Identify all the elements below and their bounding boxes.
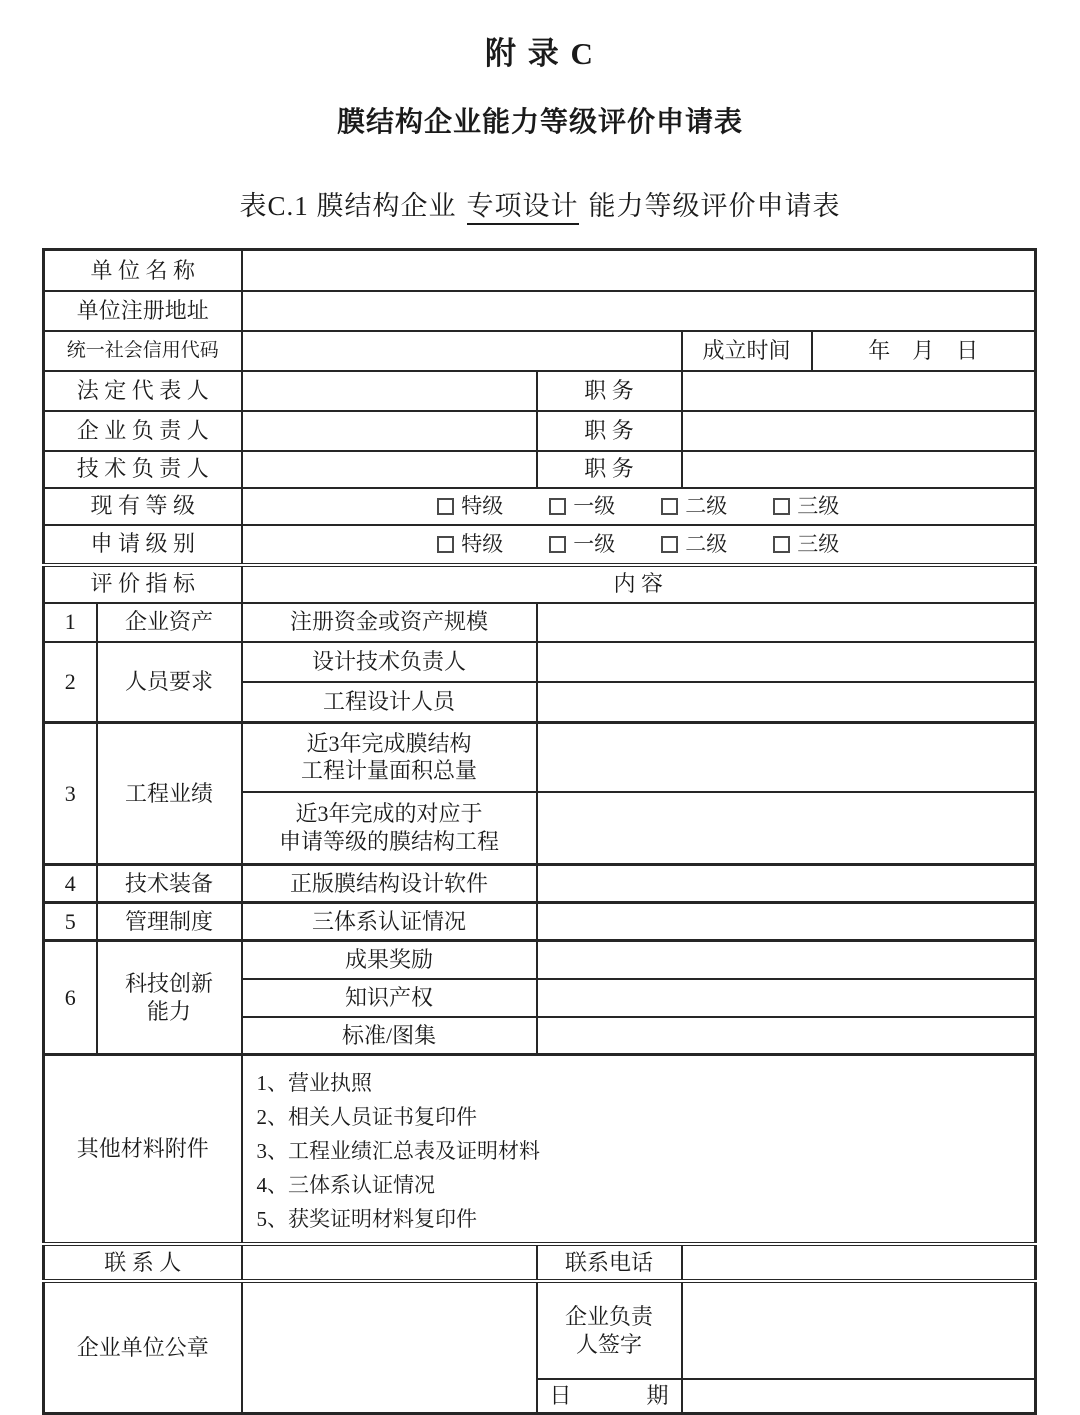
criteria-line: 申请等级的膜结构工程 (279, 828, 500, 854)
indicator-4-no: 4 (44, 865, 97, 903)
application-form-table (42, 248, 1037, 1415)
indicator-2-field-2[interactable] (537, 682, 1036, 723)
company-seal-field[interactable] (242, 1281, 537, 1413)
checkbox-icon[interactable] (661, 536, 678, 553)
attachment-item: 2、相关人员证书复印件 (256, 1105, 478, 1129)
label-line: 企业负责 (565, 1304, 654, 1329)
indicator-1-criteria: 注册资金或资产规模 (242, 603, 537, 642)
row-unit-address (44, 291, 1036, 331)
row-legal-rep (44, 371, 1036, 411)
applied-grade-options (242, 525, 1036, 565)
checkbox-icon[interactable] (773, 498, 790, 515)
indicator-1-field[interactable] (537, 603, 1036, 642)
head-signature-field[interactable] (682, 1281, 1036, 1379)
criteria-line: 工程计量面积总量 (301, 758, 478, 784)
document-header (0, 0, 1080, 223)
form-title: 膜结构企业能力等级评价申请表 (336, 107, 743, 138)
attachments-list (242, 1055, 1036, 1245)
indicator-2-field-1[interactable] (537, 642, 1036, 682)
indicator-4-field[interactable] (537, 865, 1036, 903)
criteria-line: 近3年完成的对应于 (295, 801, 483, 827)
category-text: 科技创新能力 (124, 971, 213, 1024)
checkbox-icon[interactable] (549, 536, 566, 553)
established-time-field[interactable] (812, 331, 1036, 371)
row-indicator-5 (44, 903, 1036, 941)
enterprise-head-position-label: 职 务 (537, 411, 682, 451)
indicator-1-no: 1 (44, 603, 97, 642)
credit-code-label: 统一社会信用代码 (44, 331, 242, 371)
checkbox-icon[interactable] (773, 536, 790, 553)
appendix-title: 附 录 C (485, 36, 595, 71)
contact-field[interactable] (242, 1244, 537, 1281)
indicator-2-category: 人员要求 (97, 642, 242, 723)
option-label: 一级 (573, 493, 616, 518)
checkbox-icon[interactable] (549, 498, 566, 515)
established-time-label: 成立时间 (682, 331, 812, 371)
indicator-1-category: 企业资产 (97, 603, 242, 642)
indicator-2-criteria-1: 设计技术负责人 (242, 642, 537, 682)
row-credit-code (44, 331, 1036, 371)
row-eval-header (44, 565, 1036, 603)
indicator-6-category (97, 941, 242, 1055)
applied-grade-option-1[interactable] (549, 531, 615, 557)
indicator-6-criteria-3: 标准/图集 (242, 1017, 537, 1055)
applied-grade-option-3[interactable] (773, 531, 839, 557)
caption-prefix: 表C.1 膜结构企业 (239, 191, 457, 221)
table-caption (0, 184, 1080, 223)
option-label: 二级 (685, 493, 728, 518)
indicator-2-criteria-2: 工程设计人员 (242, 682, 537, 723)
eval-indicator-header: 评 价 指 标 (44, 565, 242, 603)
indicator-6-field-2[interactable] (537, 979, 1036, 1017)
indicator-5-field[interactable] (537, 903, 1036, 941)
indicator-5-no: 5 (44, 903, 97, 941)
option-label: 特级 (461, 531, 504, 556)
date-field[interactable] (682, 1379, 1036, 1413)
row-indicator-6a (44, 941, 1036, 979)
attachment-item: 4、三体系认证情况 (256, 1173, 436, 1197)
checkbox-icon[interactable] (661, 498, 678, 515)
current-grade-options (242, 488, 1036, 525)
row-indicator-1 (44, 603, 1036, 642)
option-label: 三级 (797, 493, 840, 518)
contact-phone-field[interactable] (682, 1244, 1036, 1281)
company-seal-label: 企业单位公章 (44, 1281, 242, 1413)
attachments-label: 其他材料附件 (44, 1055, 242, 1245)
indicator-3-field-2[interactable] (537, 792, 1036, 865)
label-line: 日 (549, 1383, 572, 1408)
legal-rep-label: 法 定 代 表 人 (44, 371, 242, 411)
unit-address-field[interactable] (242, 291, 1036, 331)
indicator-5-category: 管理制度 (97, 903, 242, 941)
indicator-3-category: 工程业绩 (97, 723, 242, 865)
current-grade-option-special[interactable] (437, 493, 503, 519)
credit-code-field[interactable] (242, 331, 682, 371)
row-enterprise-head (44, 411, 1036, 451)
caption-suffix: 能力等级评价申请表 (588, 191, 841, 221)
row-unit-name (44, 250, 1036, 291)
indicator-6-field-1[interactable] (537, 941, 1036, 979)
option-label: 三级 (797, 531, 840, 556)
checkbox-icon[interactable] (437, 498, 454, 515)
indicator-6-no: 6 (44, 941, 97, 1055)
legal-rep-position-label: 职 务 (537, 371, 682, 411)
row-indicator-4 (44, 865, 1036, 903)
applied-grade-option-2[interactable] (661, 531, 727, 557)
legal-rep-field[interactable] (242, 371, 537, 411)
attachment-item: 3、工程业绩汇总表及证明材料 (256, 1139, 541, 1163)
indicator-4-category: 技术装备 (97, 865, 242, 903)
tech-head-position-label: 职 务 (537, 451, 682, 488)
indicator-6-criteria-2: 知识产权 (242, 979, 537, 1017)
current-grade-option-3[interactable] (773, 493, 839, 519)
row-indicator-3a (44, 723, 1036, 792)
indicator-3-no: 3 (44, 723, 97, 865)
current-grade-option-2[interactable] (661, 493, 727, 519)
tech-head-label: 技 术 负 责 人 (44, 451, 242, 488)
row-tech-head (44, 451, 1036, 488)
row-contact (44, 1244, 1036, 1281)
row-indicator-2a (44, 642, 1036, 682)
checkbox-icon[interactable] (437, 536, 454, 553)
indicator-3-criteria-2 (242, 792, 537, 865)
criteria-line: 近3年完成膜结构 (306, 730, 472, 756)
enterprise-head-field[interactable] (242, 411, 537, 451)
contact-label: 联 系 人 (44, 1244, 242, 1281)
attachment-item: 5、获奖证明材料复印件 (256, 1207, 478, 1231)
contact-phone-label: 联系电话 (537, 1244, 682, 1281)
date-label (537, 1379, 682, 1413)
row-applied-grade (44, 525, 1036, 565)
label-line: 期 (646, 1383, 669, 1408)
date-ymd-hint: 年 月 日 (868, 337, 979, 363)
unit-address-label: 单位注册地址 (44, 291, 242, 331)
option-label: 一级 (573, 531, 616, 556)
label-line: 人签字 (576, 1331, 643, 1357)
indicator-4-criteria: 正版膜结构设计软件 (242, 865, 537, 903)
unit-name-field[interactable] (242, 250, 1036, 291)
row-seal-signature (44, 1281, 1036, 1379)
unit-name-label: 单 位 名 称 (44, 250, 242, 291)
applied-grade-label: 申 请 级 别 (44, 525, 242, 565)
head-signature-label (537, 1281, 682, 1379)
legal-rep-position-field[interactable] (682, 371, 1036, 411)
content-header: 内 容 (242, 565, 1036, 603)
indicator-2-no: 2 (44, 642, 97, 723)
option-label: 特级 (461, 493, 504, 518)
applied-grade-option-special[interactable] (437, 531, 503, 557)
row-attachments (44, 1055, 1036, 1245)
indicator-3-criteria-1 (242, 723, 537, 792)
enterprise-head-position-field[interactable] (682, 411, 1036, 451)
attachment-item: 1、营业执照 (256, 1071, 373, 1095)
tech-head-field[interactable] (242, 451, 537, 488)
indicator-6-field-3[interactable] (537, 1017, 1036, 1055)
current-grade-option-1[interactable] (549, 493, 615, 519)
caption-underlined-text: 专项设计 (467, 191, 579, 225)
indicator-5-criteria: 三体系认证情况 (242, 903, 537, 941)
row-current-grade (44, 488, 1036, 525)
option-label: 二级 (685, 531, 728, 556)
indicator-6-criteria-1: 成果奖励 (242, 941, 537, 979)
enterprise-head-label: 企 业 负 责 人 (44, 411, 242, 451)
current-grade-label: 现 有 等 级 (44, 488, 242, 525)
tech-head-position-field[interactable] (682, 451, 1036, 488)
indicator-3-field-1[interactable] (537, 723, 1036, 792)
